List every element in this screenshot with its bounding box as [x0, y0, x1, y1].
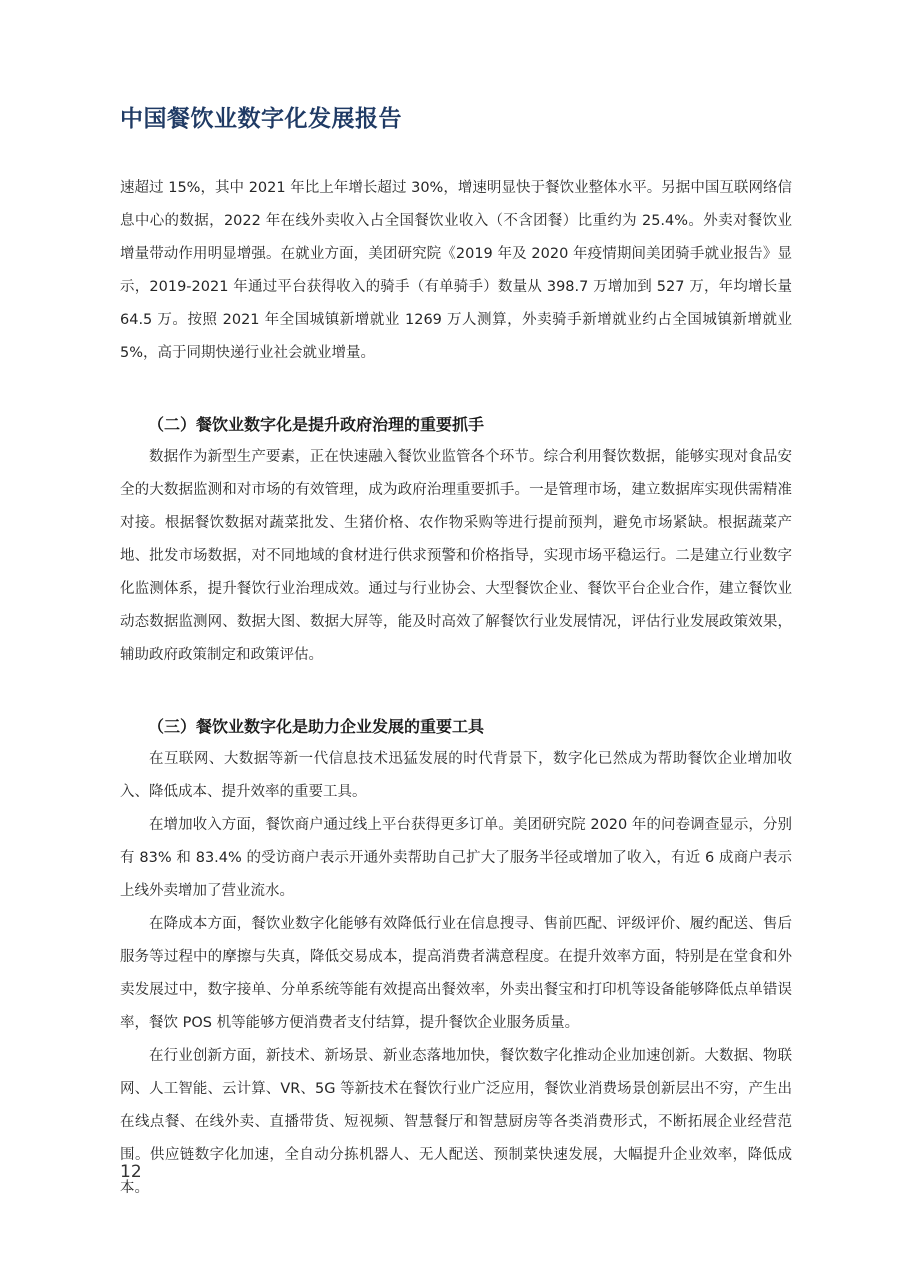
- page-number: 12: [120, 1162, 142, 1182]
- section-3-paragraph-2: 在增加收入方面，餐饮商户通过线上平台获得更多订单。美团研究院 2020 年的问卷调查显示，分别有 83% 和 83.4% 的受访商户表示开通外卖帮助自己扩大了服务半径或增加了收入，有近 6 成商户表示上线外卖增加了营业流水。: [120, 817, 792, 899]
- section-3-paragraph-4: 在行业创新方面，新技术、新场景、新业态落地加快，餐饮数字化推动企业加速创新。大数据、物联网、人工智能、云计算、VR、5G 等新技术在餐饮行业广泛应用，餐饮业消费场景创新层出不穷，产生出在线点餐、在线外卖、直播带货、短视频、智慧餐厅和智慧厨房等各类消费形式，不断拓展企业经营范围。供应链数字化加速，全自动分拣机器人、无人配送、预制菜快速发展，大幅提升企业效率，降低成本。: [120, 1048, 792, 1196]
- section-2-heading: （二）餐饮业数字化是提升政府治理的重要抓手: [148, 415, 485, 434]
- intro-paragraph: 速超过 15%，其中 2021 年比上年增长超过 30%，增速明显快于餐饮业整体水平。另据中国互联网络信息中心的数据，2022 年在线外卖收入占全国餐饮业收入（不含团餐）比重约为 25.4%。外卖对餐饮业增量带动作用明显增强。在就业方面，美团研究院《2019 年及 2020 年疫情期间美团骑手就业报告》显示，2019-2021 年通过平台获得收入的骑手（有单骑手）数量从 398.7 万增加到 527 万，年均增长量 64.5 万。按照 2021 年全国城镇新增就业 1269 万人测算，外卖骑手新增就业约占全国城镇新增就业 5%，高于同期快递行业社会就业增量。: [120, 180, 792, 361]
- section-3-heading: （三）餐饮业数字化是助力企业发展的重要工具: [148, 717, 485, 736]
- section-3-paragraph-1: 在互联网、大数据等新一代信息技术迅猛发展的时代背景下，数字化已然成为帮助餐饮企业增加收入、降低成本、提升效率的重要工具。: [120, 751, 792, 800]
- main-content: [120, 172, 792, 1205]
- report-header-title: 中国餐饮业数字化发展报告: [120, 106, 402, 132]
- section-3-paragraph-3: 在降成本方面，餐饮业数字化能够有效降低行业在信息搜寻、售前匹配、评级评价、履约配送、售后服务等过程中的摩擦与失真，降低交易成本，提高消费者满意程度。在提升效率方面，特别是在堂食和外卖发展过中，数字接单、分单系统等能有效提高出餐效率，外卖出餐宝和打印机等设备能够降低点单错误率，餐饮 POS 机等能够方便消费者支付结算，提升餐饮企业服务质量。: [120, 916, 792, 1031]
- section-2-paragraph: 数据作为新型生产要素，正在快速融入餐饮业监管各个环节。综合利用餐饮数据，能够实现对食品安全的大数据监测和对市场的有效管理，成为政府治理重要抓手。一是管理市场，建立数据库实现供需精准对接。根据餐饮数据对蔬菜批发、生猪价格、农作物采购等进行提前预判，避免市场紧缺。根据蔬菜产地、批发市场数据，对不同地域的食材进行供求预警和价格指导，实现市场平稳运行。二是建立行业数字化监测体系，提升餐饮行业治理成效。通过与行业协会、大型餐饮企业、餐饮平台企业合作，建立餐饮业动态数据监测网、数据大图、数据大屏等，能及时高效了解餐饮行业发展情况，评估行业发展政策效果，辅助政府政策制定和政策评估。: [120, 449, 792, 663]
